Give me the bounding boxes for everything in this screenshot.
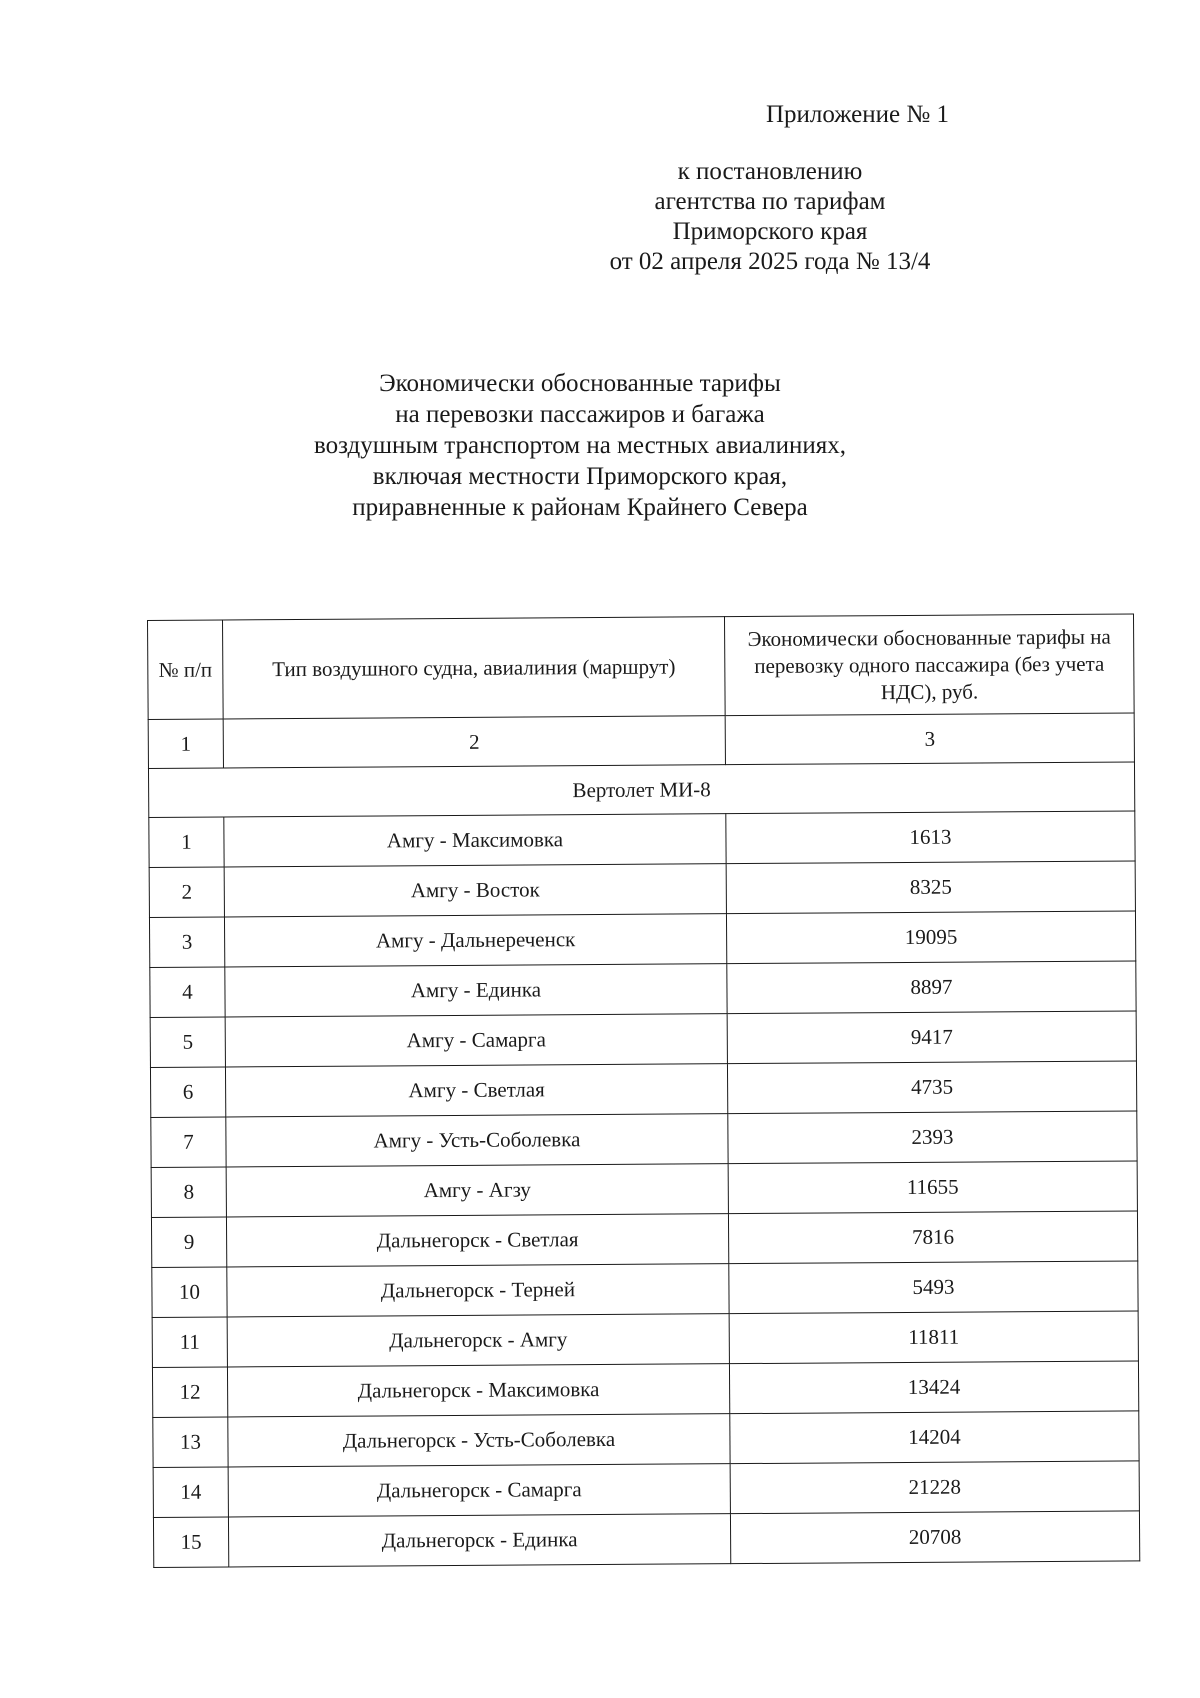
row-route: Дальнегорск - Максимовка bbox=[227, 1364, 729, 1417]
row-number: 1 bbox=[149, 817, 224, 867]
row-tariff: 21228 bbox=[730, 1461, 1139, 1514]
row-number: 11 bbox=[152, 1317, 227, 1367]
row-route: Дальнегорск - Самарга bbox=[228, 1464, 730, 1517]
row-number: 2 bbox=[149, 867, 224, 917]
row-tariff: 4735 bbox=[727, 1061, 1136, 1114]
table-row bbox=[153, 1461, 1139, 1518]
document-title-line: включая местности Приморского края, bbox=[372, 463, 788, 490]
tariff-table-container bbox=[147, 613, 1139, 1568]
row-route: Амгу - Светлая bbox=[225, 1064, 727, 1117]
row-number: 12 bbox=[152, 1367, 227, 1417]
table-row bbox=[149, 911, 1135, 968]
table-row bbox=[151, 1211, 1137, 1268]
column-index: 2 bbox=[223, 716, 725, 768]
row-tariff: 9417 bbox=[727, 1011, 1136, 1064]
appendix-line: агентства по тарифам bbox=[654, 188, 886, 215]
appendix-date-line: от 02 апреля 2025 года № 13/4 bbox=[609, 248, 931, 275]
row-number: 5 bbox=[150, 1017, 225, 1067]
row-tariff: 13424 bbox=[729, 1361, 1138, 1414]
row-tariff: 20708 bbox=[730, 1511, 1139, 1564]
row-tariff: 14204 bbox=[730, 1411, 1139, 1464]
appendix-line: Приморского края bbox=[672, 218, 868, 245]
appendix-lines bbox=[590, 157, 950, 277]
row-route: Амгу - Агзу bbox=[226, 1164, 728, 1217]
document-title-line: приравненные к районам Крайнего Севера bbox=[352, 494, 808, 521]
column-index-row bbox=[148, 713, 1134, 769]
table-row bbox=[152, 1261, 1138, 1318]
table-row bbox=[149, 861, 1135, 918]
document-title bbox=[300, 368, 860, 523]
appendix-line: к постановлению bbox=[677, 158, 863, 185]
row-route: Дальнегорск - Терней bbox=[227, 1264, 729, 1317]
row-route: Амгу - Усть-Соболевка bbox=[226, 1114, 728, 1167]
row-number: 15 bbox=[153, 1517, 228, 1567]
table-row bbox=[151, 1111, 1137, 1168]
row-number: 6 bbox=[150, 1067, 225, 1117]
table-row bbox=[150, 1061, 1136, 1118]
document-title-line: Экономически обоснованные тарифы bbox=[379, 370, 781, 397]
row-route: Амгу - Единка bbox=[225, 964, 727, 1017]
header-route: Тип воздушного судна, авиалиния (маршрут) bbox=[223, 617, 726, 719]
appendix-block bbox=[590, 100, 950, 277]
row-number: 3 bbox=[149, 917, 224, 967]
document-title-line: на перевозки пассажиров и багажа bbox=[395, 401, 765, 428]
table-row bbox=[152, 1361, 1138, 1418]
row-number: 7 bbox=[151, 1117, 226, 1167]
row-route: Амгу - Дальнереченск bbox=[224, 914, 726, 967]
column-index: 3 bbox=[725, 713, 1134, 765]
row-tariff: 11811 bbox=[729, 1311, 1138, 1364]
row-route: Дальнегорск - Усть-Соболевка bbox=[228, 1414, 730, 1467]
section-title: Вертолет МИ-8 bbox=[148, 762, 1134, 818]
section-row bbox=[148, 762, 1134, 818]
tariff-table bbox=[147, 613, 1140, 1568]
header-num: № п/п bbox=[148, 620, 224, 719]
row-number: 14 bbox=[153, 1467, 228, 1517]
row-number: 4 bbox=[150, 967, 225, 1017]
table-body bbox=[149, 811, 1140, 1568]
table-row bbox=[153, 1511, 1139, 1568]
row-route: Амгу - Восток bbox=[224, 864, 726, 917]
row-tariff: 2393 bbox=[728, 1111, 1137, 1164]
row-number: 10 bbox=[152, 1267, 227, 1317]
row-number: 8 bbox=[151, 1167, 226, 1217]
table-row bbox=[150, 1011, 1136, 1068]
table-row bbox=[153, 1411, 1139, 1468]
row-tariff: 1613 bbox=[726, 811, 1135, 864]
row-number: 9 bbox=[151, 1217, 226, 1267]
row-tariff: 19095 bbox=[726, 911, 1135, 964]
table-header-row bbox=[148, 614, 1135, 720]
row-route: Дальнегорск - Светлая bbox=[226, 1214, 728, 1267]
row-route: Дальнегорск - Амгу bbox=[227, 1314, 729, 1367]
row-tariff: 5493 bbox=[729, 1261, 1138, 1314]
row-route: Дальнегорск - Единка bbox=[228, 1514, 730, 1567]
row-tariff: 11655 bbox=[728, 1161, 1137, 1214]
row-route: Амгу - Максимовка bbox=[224, 814, 726, 867]
table-row bbox=[150, 961, 1136, 1018]
header-tariff: Экономически обоснованные тарифы на перевозку одного пассажира (без учета НДС), руб. bbox=[724, 614, 1134, 716]
table-row bbox=[149, 811, 1135, 868]
row-number: 13 bbox=[153, 1417, 228, 1467]
row-route: Амгу - Самарга bbox=[225, 1014, 727, 1067]
table-row bbox=[152, 1311, 1138, 1368]
document-title-line: воздушным транспортом на местных авиалиниях, bbox=[314, 432, 846, 459]
table-row bbox=[151, 1161, 1137, 1218]
appendix-title: Приложение № 1 bbox=[765, 101, 949, 128]
row-tariff: 8325 bbox=[726, 861, 1135, 914]
row-tariff: 7816 bbox=[728, 1211, 1137, 1264]
column-index: 1 bbox=[148, 719, 223, 768]
row-tariff: 8897 bbox=[727, 961, 1136, 1014]
